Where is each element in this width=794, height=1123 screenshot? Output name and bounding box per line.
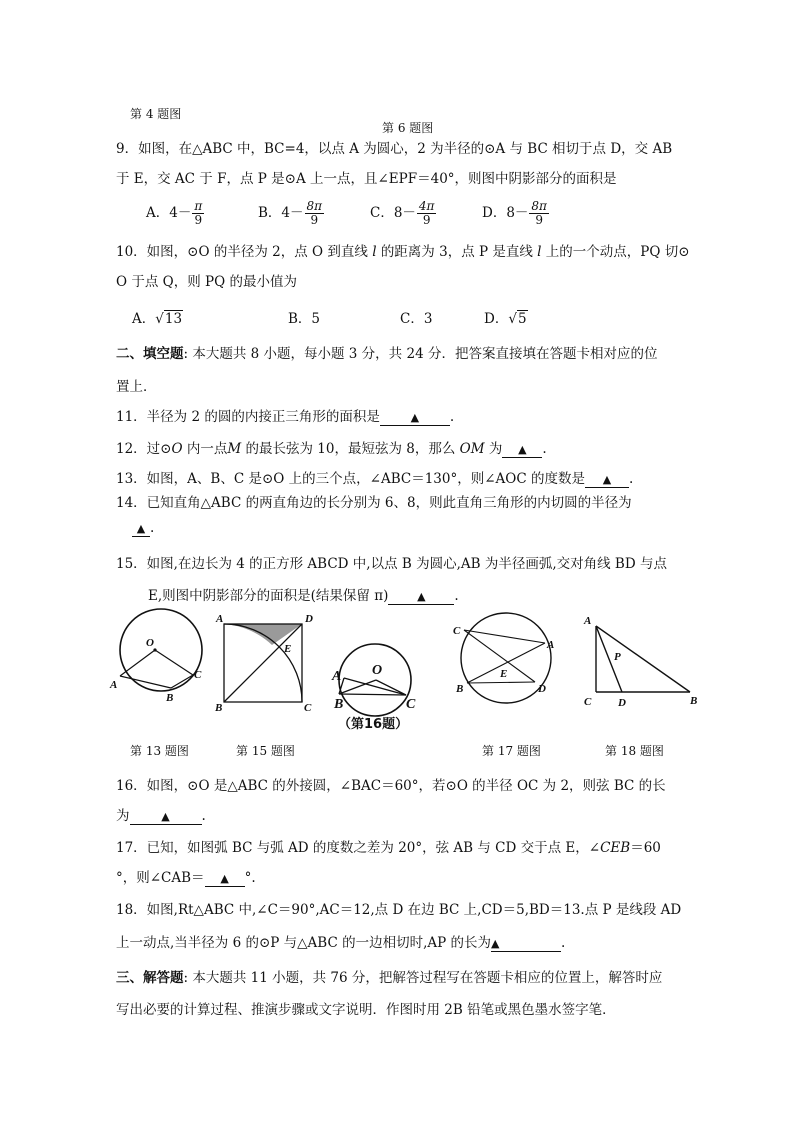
- q11: 11．半径为 2 的圆的内接正三角形的面积是 ▲ .: [116, 409, 455, 425]
- figure-17: [448, 610, 558, 710]
- fig17-caption: 第 17 题图: [482, 744, 541, 758]
- figure-15: [210, 612, 320, 712]
- fig6-caption: 第 6 题图: [382, 121, 434, 135]
- q9-line1: 9．如图，在△ABC 中，BC=4，以点 A 为圆心，2 为半径的⊙A 与 BC 相切于点 D，交 AB: [116, 141, 673, 157]
- q10-line1: 10．如图，⊙O 的半径为 2，点 O 到直线 l 的距离为 3，点 P 是直线 l 上的一个动点，PQ 切⊙: [116, 244, 690, 260]
- q10-option-d: D．√5: [484, 311, 527, 327]
- section2-heading: 二、填空题: 本大题共 8 小题，每小题 3 分，共 24 分．把答案直接填在答题卡相对应的位: [116, 346, 658, 362]
- section3-heading: 三、解答题: 本大题共 11 小题，共 76 分，把解答过程写在答题卡相应的位置上，解答时应: [116, 970, 663, 986]
- fig15-caption: 第 15 题图: [236, 744, 295, 758]
- f15-label-a: A: [216, 613, 224, 625]
- section3-line2: 写出必要的计算过程、推演步骤或文字说明．作图时用 2B 铅笔或黑色墨水签字笔．: [116, 1002, 616, 1018]
- q17-line2: °，则∠CAB＝ ▲ °.: [116, 870, 256, 886]
- q9-option-d: D．8－ $\frac{8\pi}{9}$: [482, 199, 547, 227]
- f13-label-o: O: [146, 637, 154, 649]
- f18-label-d: D: [618, 697, 626, 709]
- f17-label-e: E: [500, 668, 508, 680]
- fig13-caption: 第 13 题图: [130, 744, 189, 758]
- f13-label-b: B: [166, 692, 174, 704]
- q10-option-a: A．√13: [132, 311, 183, 327]
- f18-label-b: B: [690, 695, 698, 707]
- f17-label-a: A: [547, 639, 555, 651]
- f16-label-o: O: [372, 663, 383, 678]
- q9-line2: 于 E，交 AC 于 F，点 P 是⊙A 上一点，且∠EPF＝40°，则图中阴影部分的面积是: [116, 171, 617, 187]
- f18-label-c: C: [584, 696, 592, 708]
- f15-label-b: B: [215, 702, 223, 714]
- f16-caption: （第16题）: [338, 717, 409, 732]
- f15-label-d: D: [305, 613, 313, 625]
- q16-line2: 为 ▲ .: [116, 808, 206, 824]
- f15-label-e: E: [284, 643, 292, 655]
- f16-label-b: B: [334, 697, 344, 712]
- f17-label-c: C: [453, 625, 461, 637]
- section2-line2: 置上．: [116, 379, 157, 395]
- q12: 12．过⊙O 内一点M 的最长弦为 10，最短弦为 8，那么 OM 为 ▲ .: [116, 441, 547, 457]
- fig4-caption: 第 4 题图: [130, 107, 182, 121]
- q10-line2: O 于点 Q，则 PQ 的最小值为: [116, 274, 297, 290]
- f16-label-a: A: [332, 669, 342, 684]
- q9-option-a: A．4－ $\frac{\pi}{9}$: [146, 199, 203, 227]
- q18-line2: 上一动点,当半径为 6 的⊙P 与△ABC 的一边相切时,AP 的长为▲ .: [116, 935, 566, 951]
- figure-18: [580, 612, 705, 712]
- q16-line1: 16．如图，⊙O 是△ABC 的外接圆，∠BAC＝60°，若⊙O 的半径 OC 为 2，则弦 BC 的长: [116, 778, 666, 794]
- f17-label-b: B: [456, 683, 464, 695]
- figure-13: [108, 606, 218, 706]
- q13: 13．如图，A、B、C 是⊙O 上的三个点，∠ABC＝130°，则∠AOC 的度数是 ▲ .: [116, 471, 634, 487]
- figure-16: [330, 640, 430, 740]
- f18-label-p: P: [614, 651, 621, 663]
- q10-option-c: C．3: [400, 311, 433, 327]
- f15-label-c: C: [304, 702, 312, 714]
- q10-option-b: B．5: [288, 311, 321, 327]
- f13-label-c: C: [194, 669, 202, 681]
- q18-line1: 18．如图,Rt△ABC 中,∠C＝90°,AC＝12,点 D 在边 BC 上,CD＝5,BD＝13.点 P 是线段 AD: [116, 902, 682, 918]
- f13-label-a: A: [110, 679, 118, 691]
- f16-label-c: C: [406, 697, 416, 712]
- f17-label-d: D: [538, 683, 546, 695]
- q9-option-c: C．8－ $\frac{4\pi}{9}$: [370, 199, 435, 227]
- q15-line1: 15．如图,在边长为 4 的正方形 ABCD 中,以点 B 为圆心,AB 为半径画弧,交对角线 BD 与点: [116, 556, 667, 572]
- q9-option-b: B．4－ $\frac{8\pi}{9}$: [258, 199, 323, 227]
- q14-line2: ▲ .: [132, 520, 154, 537]
- q17-line1: 17．已知，如图弧 BC 与弧 AD 的度数之差为 20°，弦 AB 与 CD 交于点 E，∠CEB＝60: [116, 840, 661, 856]
- q15-line2: E,则图中阴影部分的面积是(结果保留 π) ▲ .: [148, 588, 459, 604]
- fig18-caption: 第 18 题图: [605, 744, 664, 758]
- q14-line1: 14．已知直角△ABC 的两直角边的长分别为 6、8，则此直角三角形的内切圆的半径为: [116, 495, 632, 511]
- f18-label-a: A: [584, 615, 592, 627]
